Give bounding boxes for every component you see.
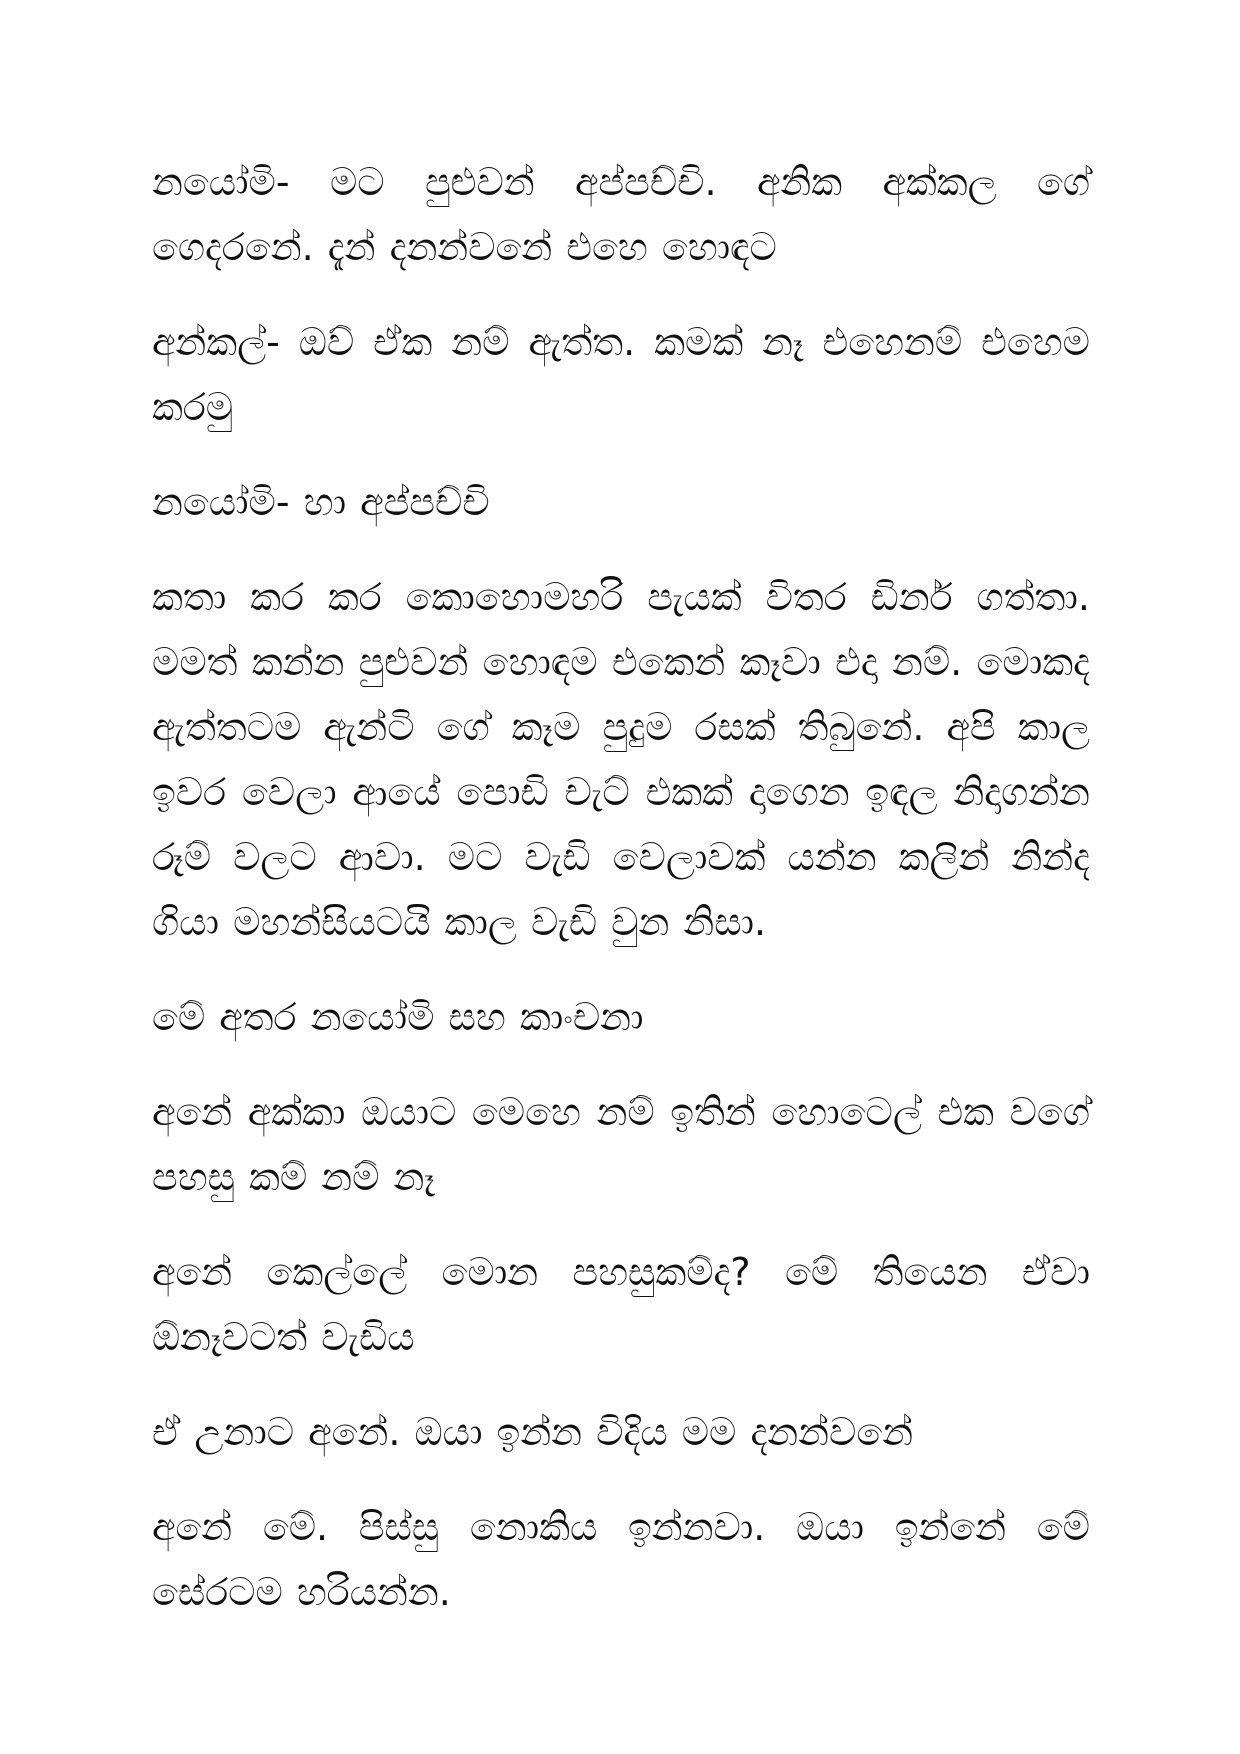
paragraph-9: අනේ මේ. පිස්සු නොකිය ඉන්නවා. ඔයා ඉන්නේ මේ සේරටම හරියන්න. xyxy=(152,1505,1090,1614)
book-page xyxy=(152,150,1090,1655)
paragraph-8: ඒ උනාට අනේ. ඔයා ඉන්න විදිය මම දනන්වනේ xyxy=(152,1410,914,1454)
paragraph-1: නයෝමි- මට පුළුවන් අප්පච්චි. අනික අක්කල ගේ ගෙදරනේ. දැන් දනන්වනේ එහෙ හොඳට xyxy=(152,160,1090,269)
paragraph-7: අනේ කෙල්ලේ මොන පහසුකම්ද? මේ තියෙන ඒවා ඕනෑවටත් වැඩිය xyxy=(152,1250,1090,1359)
paragraph-5: මේ අතර නයෝමි සහ කාංචනා xyxy=(152,995,644,1039)
paragraph-3: නයෝමි- හා අප්පච්චි xyxy=(152,480,490,524)
paragraph-6: අනේ අක්කා ඔයාට මෙහෙ නම් ඉතින් හොටෙල් එක වගේ පහසු කම් නම් නෑ xyxy=(152,1090,1090,1199)
paragraph-4: කතා කර කර කොහොමහරි පැයක් විතර ඩිනර් ගත්තා. මමත් කන්න පුළුවන් හොඳම එකෙන් කෑවා එදා නම්. මොකද ඇත්තටම ඇන්ටි ගේ කෑම පුදුම රසක් තිබුනේ. අපි කාල ඉවර වෙලා ආයේ පොඩි චැට් එකක් දාගෙන ඉඳල නිදාගන්න රූම් වලට ආවා. මට වැඩි වෙලාවක් යන්න කලින් නින්ද ගියා මහන්සියටයි කාල වැඩි වුන නිසා. xyxy=(152,575,1090,944)
paragraph-2: අන්කල්- ඔව් ඒක නම් ඇත්ත. කමක් නෑ එහෙනම් එහෙම කරමු xyxy=(152,320,1090,429)
